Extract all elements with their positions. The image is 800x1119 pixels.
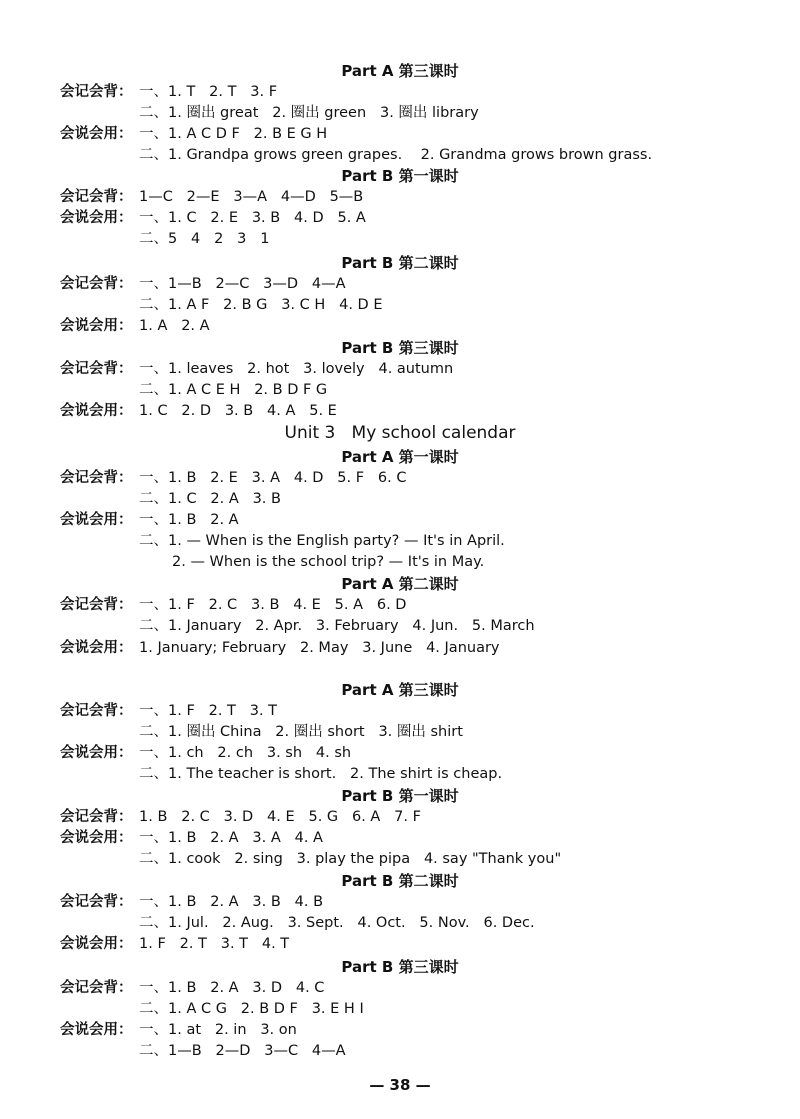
answer-line: 一、1. C 2. E 3. B 4. D 5. A — [139, 210, 366, 226]
label-memorize: 会记会背： — [60, 189, 133, 205]
label-speak: 会说会用： — [60, 1022, 133, 1038]
label-memorize: 会记会背： — [60, 894, 133, 910]
answer-line: 1. January; February 2. May 3. June 4. January — [139, 640, 500, 656]
answer-line: 一、1. B 2. A 3. B 4. B — [139, 894, 324, 910]
label-memorize: 会记会背： — [60, 276, 133, 292]
answer-line: 一、1. at 2. in 3. on — [139, 1022, 297, 1038]
answer-line: 二、1. The teacher is short. 2. The shirt is cheap. — [139, 766, 503, 782]
section-heading: Part A 第三课时 — [341, 681, 459, 699]
answer-line: 二、5 4 2 3 1 — [139, 231, 270, 247]
section-heading: Part A 第一课时 — [341, 448, 459, 466]
label-speak: 会说会用： — [60, 830, 133, 846]
section-heading: Part B 第三课时 — [341, 339, 459, 357]
section-heading: Part A 第二课时 — [341, 575, 459, 593]
label-memorize: 会记会背： — [60, 84, 133, 100]
label-speak: 会说会用： — [60, 318, 133, 334]
answer-line: 一、1—B 2—C 3—D 4—A — [139, 276, 346, 292]
answer-line: 二、1. A C G 2. B D F 3. E H I — [139, 1001, 364, 1017]
answer-line: 一、1. ch 2. ch 3. sh 4. sh — [139, 745, 352, 761]
answer-line: 二、1. A F 2. B G 3. C H 4. D E — [139, 297, 383, 313]
section-heading: Part B 第二课时 — [341, 254, 459, 272]
answer-line: 1. F 2. T 3. T 4. T — [139, 936, 290, 952]
answer-line: 一、1. leaves 2. hot 3. lovely 4. autumn — [139, 361, 454, 377]
label-memorize: 会记会背： — [60, 980, 133, 996]
answer-line: 1—C 2—E 3—A 4—D 5—B — [139, 189, 364, 205]
label-memorize: 会记会背： — [60, 809, 133, 825]
label-memorize: 会记会背： — [60, 361, 133, 377]
answer-line: 1. B 2. C 3. D 4. E 5. G 6. A 7. F — [139, 809, 421, 825]
section-heading: Part B 第三课时 — [341, 958, 459, 976]
unit-heading: Unit 3 My school calendar — [284, 423, 516, 443]
label-memorize: 会记会背： — [60, 597, 133, 613]
label-memorize: 会记会背： — [60, 703, 133, 719]
answer-line: 一、1. B 2. A — [139, 512, 239, 528]
answer-line: 一、1. B 2. E 3. A 4. D 5. F 6. C — [139, 470, 407, 486]
answer-line: 二、1. A C E H 2. B D F G — [139, 382, 328, 398]
answer-line: 一、1. B 2. A 3. A 4. A — [139, 830, 323, 846]
label-speak: 会说会用： — [60, 512, 133, 528]
section-heading: Part A 第三课时 — [341, 62, 459, 80]
label-speak: 会说会用： — [60, 936, 133, 952]
label-speak: 会说会用： — [60, 210, 133, 226]
section-heading: Part B 第二课时 — [341, 872, 459, 890]
answer-line: 二、1. Grandpa grows green grapes. 2. Grandma grows brown grass. — [139, 147, 653, 163]
answer-line: 一、1. F 2. C 3. B 4. E 5. A 6. D — [139, 597, 407, 613]
answer-line: 一、1. F 2. T 3. T — [139, 703, 278, 719]
section-heading: Part B 第一课时 — [341, 787, 459, 805]
answer-line: 1. A 2. A — [139, 318, 210, 334]
answer-line: 二、1—B 2—D 3—C 4—A — [139, 1043, 346, 1059]
answer-line: 二、1. — When is the English party? — It's in April. — [139, 533, 505, 549]
answer-line: 二、1. cook 2. sing 3. play the pipa 4. say "Thank you" — [139, 851, 562, 867]
answer-line: 二、1. Jul. 2. Aug. 3. Sept. 4. Oct. 5. Nov. 6. Dec. — [139, 915, 535, 931]
section-heading: Part B 第一课时 — [341, 167, 459, 185]
answer-line: 一、1. A C D F 2. B E G H — [139, 126, 328, 142]
answer-line: 2. — When is the school trip? — It's in May. — [172, 554, 485, 570]
label-speak: 会说会用： — [60, 403, 133, 419]
answer-line: 一、1. B 2. A 3. D 4. C — [139, 980, 325, 996]
answer-line: 二、1. 圈出 China 2. 圈出 short 3. 圈出 shirt — [139, 724, 463, 740]
label-speak: 会说会用： — [60, 745, 133, 761]
answer-line: 二、1. January 2. Apr. 3. February 4. Jun. 5. March — [139, 618, 535, 634]
answer-line: 一、1. T 2. T 3. F — [139, 84, 278, 100]
label-speak: 会说会用： — [60, 126, 133, 142]
label-speak: 会说会用： — [60, 640, 133, 656]
label-memorize: 会记会背： — [60, 470, 133, 486]
answer-line: 二、1. C 2. A 3. B — [139, 491, 281, 507]
answer-line: 1. C 2. D 3. B 4. A 5. E — [139, 403, 337, 419]
answer-line: 二、1. 圈出 great 2. 圈出 green 3. 圈出 library — [139, 105, 479, 121]
page-number: — 38 — — [369, 1076, 431, 1094]
